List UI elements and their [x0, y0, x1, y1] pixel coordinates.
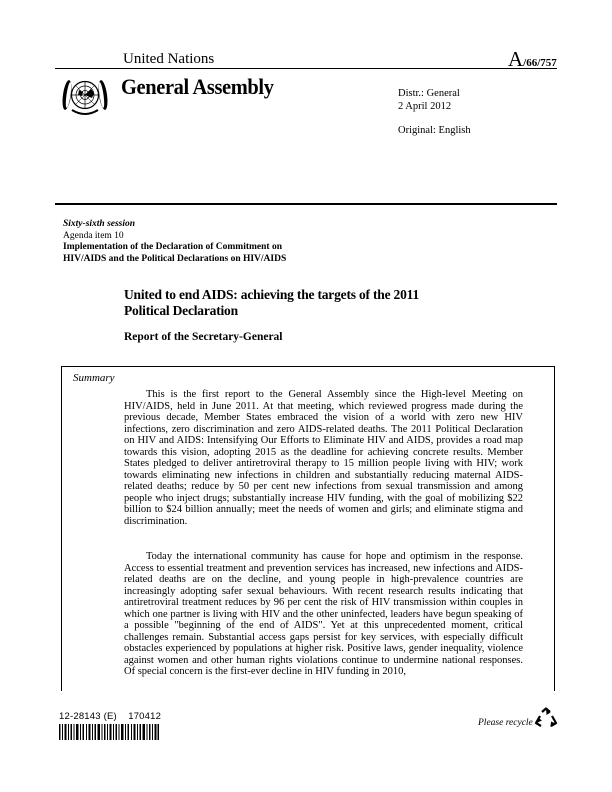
recycle-icon	[533, 707, 559, 731]
symbol-number: /66/757	[523, 57, 557, 69]
title-line2: Political Declaration	[124, 303, 238, 318]
agenda-block	[63, 219, 286, 265]
original-language: Original: English	[398, 125, 471, 136]
recycle-note: Please recycle	[478, 718, 533, 728]
agenda-topic-line1: Implementation of the Declaration of Commitment on	[63, 242, 282, 252]
summary-label: Summary	[73, 372, 115, 384]
session-label: Sixty-sixth session	[63, 219, 136, 229]
un-emblem-icon	[58, 74, 112, 118]
agenda-topic-line2: HIV/AIDS and the Political Declarations on HIV/AIDS	[63, 253, 287, 264]
title-line1: United to end AIDS: achieving the targets of the 2011	[124, 287, 420, 302]
document-date: 2 April 2012	[398, 101, 452, 112]
summary-paragraph-2-text: Today the international community has cause for hope and optimism in the response. Access to essential treatment and prevention services has increased, new infections and AIDS-related deaths are on the decline, and young people in high-prevalence countries are increasingly adopting safer sexual behaviours. With recent research results indicating that antiretroviral treatment reduces by 96 per cent the risk of HIV transmission within couples in which one partner is living with HIV and the other uninfected, leaders have begun speaking of a possible "beginning of the end of AIDS". Yet at this unprecedented moment, critical challenges remain. Substantial access gaps persist for key services, with especially difficult obstacles experienced by populations at higher risk. Positive laws, gender inequality, violence against women and other human rights violations continue to undermine national responses. Of special concern is the first-ever decline in HIV funding in 2010,	[124, 551, 523, 677]
summary-paragraph-1	[124, 389, 523, 527]
body-name: General Assembly	[121, 74, 274, 99]
summary-paragraph-1-text: This is the first report to the General Assembly since the High-level Meeting on HIV/AIDS, held in June 2011. At that meeting, which reviewed progress made during the previous decade, Member States embraced the vision of a world with zero new HIV infections, zero discrimination and zero AIDS-related deaths. The 2011 Political Declaration on HIV and AIDS: Intensifying Our Efforts to Eliminate HIV and AIDS, provides a road map towards this vision, adopting 2015 as the deadline for achieving concrete results. Member States pledged to deliver antiretroviral therapy to 15 million people living with HIV; work towards eliminating new infections in children and substantially reducing maternal AIDS-related deaths; reduce by 50 per cent new infections from sexual transmission and among people who inject drugs; substantially increase HIV funding, with the goal of mobilizing $22 billion to $24 billion annually; meet the needs of women and girls; and eliminate stigma and discrimination.	[124, 389, 523, 527]
report-subtitle: Report of the Secretary-General	[124, 331, 283, 343]
header-divider	[55, 203, 557, 205]
symbol-letter: A	[508, 47, 524, 71]
document-title	[124, 287, 419, 319]
summary-paragraph-2	[124, 551, 523, 678]
document-code: 12-28143 (E) 170412	[59, 711, 162, 722]
distribution: Distr.: General	[398, 88, 460, 99]
organization-name: United Nations	[123, 51, 215, 67]
header-rule	[55, 68, 557, 69]
barcode-icon	[59, 724, 159, 740]
agenda-item: Agenda item 10	[63, 230, 124, 241]
